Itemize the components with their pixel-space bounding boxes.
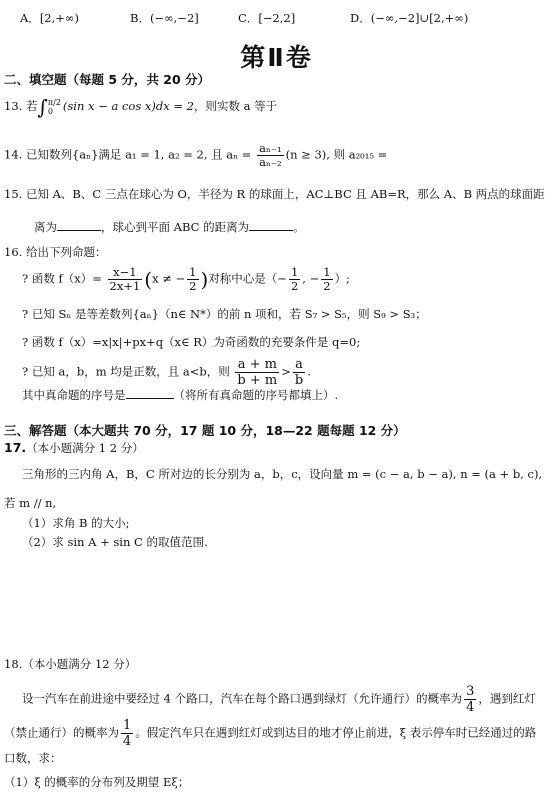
center-x-denominator: 2 [290,279,299,293]
green-probability-denominator: 4 [466,700,475,715]
question-16-item-2: ? 已知 Sₙ 是等差数列{aₙ}（n∈ N*）的前 n 项和，若 S₇ > S₅，则 S₉ > S₃； [22,307,427,321]
question-14 [4,142,387,169]
greater-than-sign: > [281,364,291,379]
red-probability-denominator: 4 [123,734,132,749]
question-15-text-2b: ，球心到平面 ABC 的距离为 [101,220,250,234]
item-1-prefix: ? 函数 f（x）= [22,271,102,286]
condition-denominator: 2 [189,279,197,293]
item-4-prefix: ? 已知 a，b，m 均是正数，且 a<b，则 [22,364,230,379]
question-18-part-1: （1）ξ 的概率的分布列及期望 Eξ； [4,775,190,789]
question-18-header: 18.（本小题满分 12 分） [4,657,137,671]
option-a [20,10,79,26]
question-17-part-2: （2）求 sin A + sin C 的取值范围. [22,535,208,549]
question-17-part-1: （1）求角 B 的大小; [22,516,130,530]
answer-blank[interactable] [57,218,101,231]
item-1-condition: x ≠ − [152,271,186,286]
question-13-integrand: (sin x − a cos x)dx = 2 [62,99,194,113]
item-1-function-fraction [108,266,143,293]
question-14-fraction-denominator: aₙ₋₂ [259,155,282,169]
question-14-fraction-numerator: aₙ₋₁ [259,141,282,155]
answer-line-prefix: 其中真命题的序号是 [22,388,126,402]
answer-blank[interactable] [126,386,174,399]
option-a-letter: A． [20,11,40,25]
question-16-item-1 [22,266,350,293]
right-paren: ) [200,267,209,292]
answer-blank[interactable] [249,218,293,231]
question-18-line-1-prefix: 设一汽车在前进途中要经过 4 个路口，汽车在每个路口遇到绿灯（允许通行）的概率为 [22,691,463,706]
right-fraction-denominator: b [294,373,304,388]
item-4-suffix: . [307,364,311,379]
question-15-text-2c: 。 [293,220,305,234]
answer-line-suffix: （将所有真命题的序号都填上）. [173,388,339,402]
question-18-line-1-suffix: ，遇到红灯 [478,691,536,706]
red-probability-numerator: 1 [123,718,132,733]
question-13-prefix: 若 [25,99,38,113]
condition-numerator: 1 [189,265,197,279]
question-17-header [4,440,144,456]
question-17-line-2: 若 m // n, [4,496,57,510]
option-b [130,10,199,26]
option-b-text: (−∞,−2] [149,11,199,25]
question-16-answer-line [22,386,338,403]
question-15-line-1 [4,186,545,202]
question-18-line-2 [4,718,536,749]
question-15-text-2a: 离为 [34,220,57,234]
integral-limits [48,98,61,116]
question-16-number: 16. [4,245,23,259]
option-d-text: (−∞,−2]∪[2,+∞) [370,11,469,25]
question-14-number: 14. [4,147,23,162]
left-paren: ( [144,267,153,292]
question-17-points-note: （本小题满分 1 2 分） [26,441,144,455]
integral-sign: ∫ [37,95,48,119]
center-separator: , − [302,271,320,286]
question-14-prefix: 已知数列{aₙ}满足 a₁ = 1, a₂ = 2, 且 aₙ = [25,147,252,162]
item-1-middle-text: 对称中心是（− [208,271,287,286]
question-13 [4,95,278,119]
page-title: 第Ⅱ卷 [240,43,313,72]
question-14-suffix: (n ≥ 3), 则 a₂₀₁₅ = [285,147,388,162]
item-1-suffix: ）; [334,271,350,286]
option-c-letter: C． [238,11,259,25]
item-4-left-fraction [235,357,279,388]
integral-upper-limit: π/2 [47,98,61,107]
center-y-denominator: 2 [323,279,331,293]
green-probability-numerator: 3 [466,684,475,699]
question-15-number: 15. [4,187,23,201]
question-18-line-2-suffix: 。假定汽车只在遇到红灯或到达目的地才停止前进，ξ 表示停车时已经通过的路 [135,725,537,740]
question-16-item-4 [22,357,311,388]
question-18-line-2-prefix: （禁止通行）的概率为 [4,725,119,740]
option-d [350,10,468,26]
option-b-letter: B． [130,11,150,25]
red-light-probability-fraction [121,718,133,749]
integral-lower-limit: 0 [47,107,53,116]
section-solutions-heading: 三、解答题（本大题共 70 分，17 题 10 分，18—22 题每题 12 分） [4,423,406,438]
question-16-intro-text: 给出下列命题： [25,245,107,259]
question-18-line-1 [22,684,536,715]
option-a-text: [2,+∞) [39,11,79,25]
item-1-fraction-numerator: x−1 [108,266,143,280]
question-17-line-1: 三角形的三内角 A，B，C 所对边的长分别为 a，b，c，设向量 m = (c − a, b − a), n = (a + b, c), [22,467,543,481]
center-x-numerator: 1 [290,265,299,279]
question-17-number: 17. [4,440,27,455]
section-fill-in-heading: 二、填空题（每题 5 分，共 20 分） [4,72,211,87]
center-y-numerator: 1 [323,265,331,279]
question-16-intro [4,244,106,260]
question-13-number: 13. [4,99,23,113]
item-1-condition-fraction [187,266,198,293]
left-fraction-denominator: b + m [237,373,278,388]
item-4-right-fraction [293,357,305,388]
question-16-item-3: ? 函数 f（x）=x|x|+px+q（x∈ R）为奇函数的充要条件是 q=0; [22,335,361,349]
option-c [238,10,295,26]
question-15-line-2 [34,218,305,235]
question-14-fraction [257,142,284,169]
question-13-suffix: ，则实数 a 等于 [194,99,278,113]
center-y-fraction [321,266,332,293]
question-15-text-1: 已知 A、B、C 三点在球心为 O，半径为 R 的球面上，AC⊥BC 且 AB=R，那么 A、B 两点的球面距 [25,187,545,201]
left-fraction-numerator: a + m [235,357,279,373]
option-c-text: [−2,2] [258,11,296,25]
green-light-probability-fraction [464,684,476,715]
item-1-fraction-denominator: 2x+1 [109,279,141,293]
option-d-letter: D． [350,11,371,25]
question-18-line-3: 口数，求： [4,751,62,765]
center-x-fraction [289,266,300,293]
right-fraction-numerator: a [293,357,305,373]
